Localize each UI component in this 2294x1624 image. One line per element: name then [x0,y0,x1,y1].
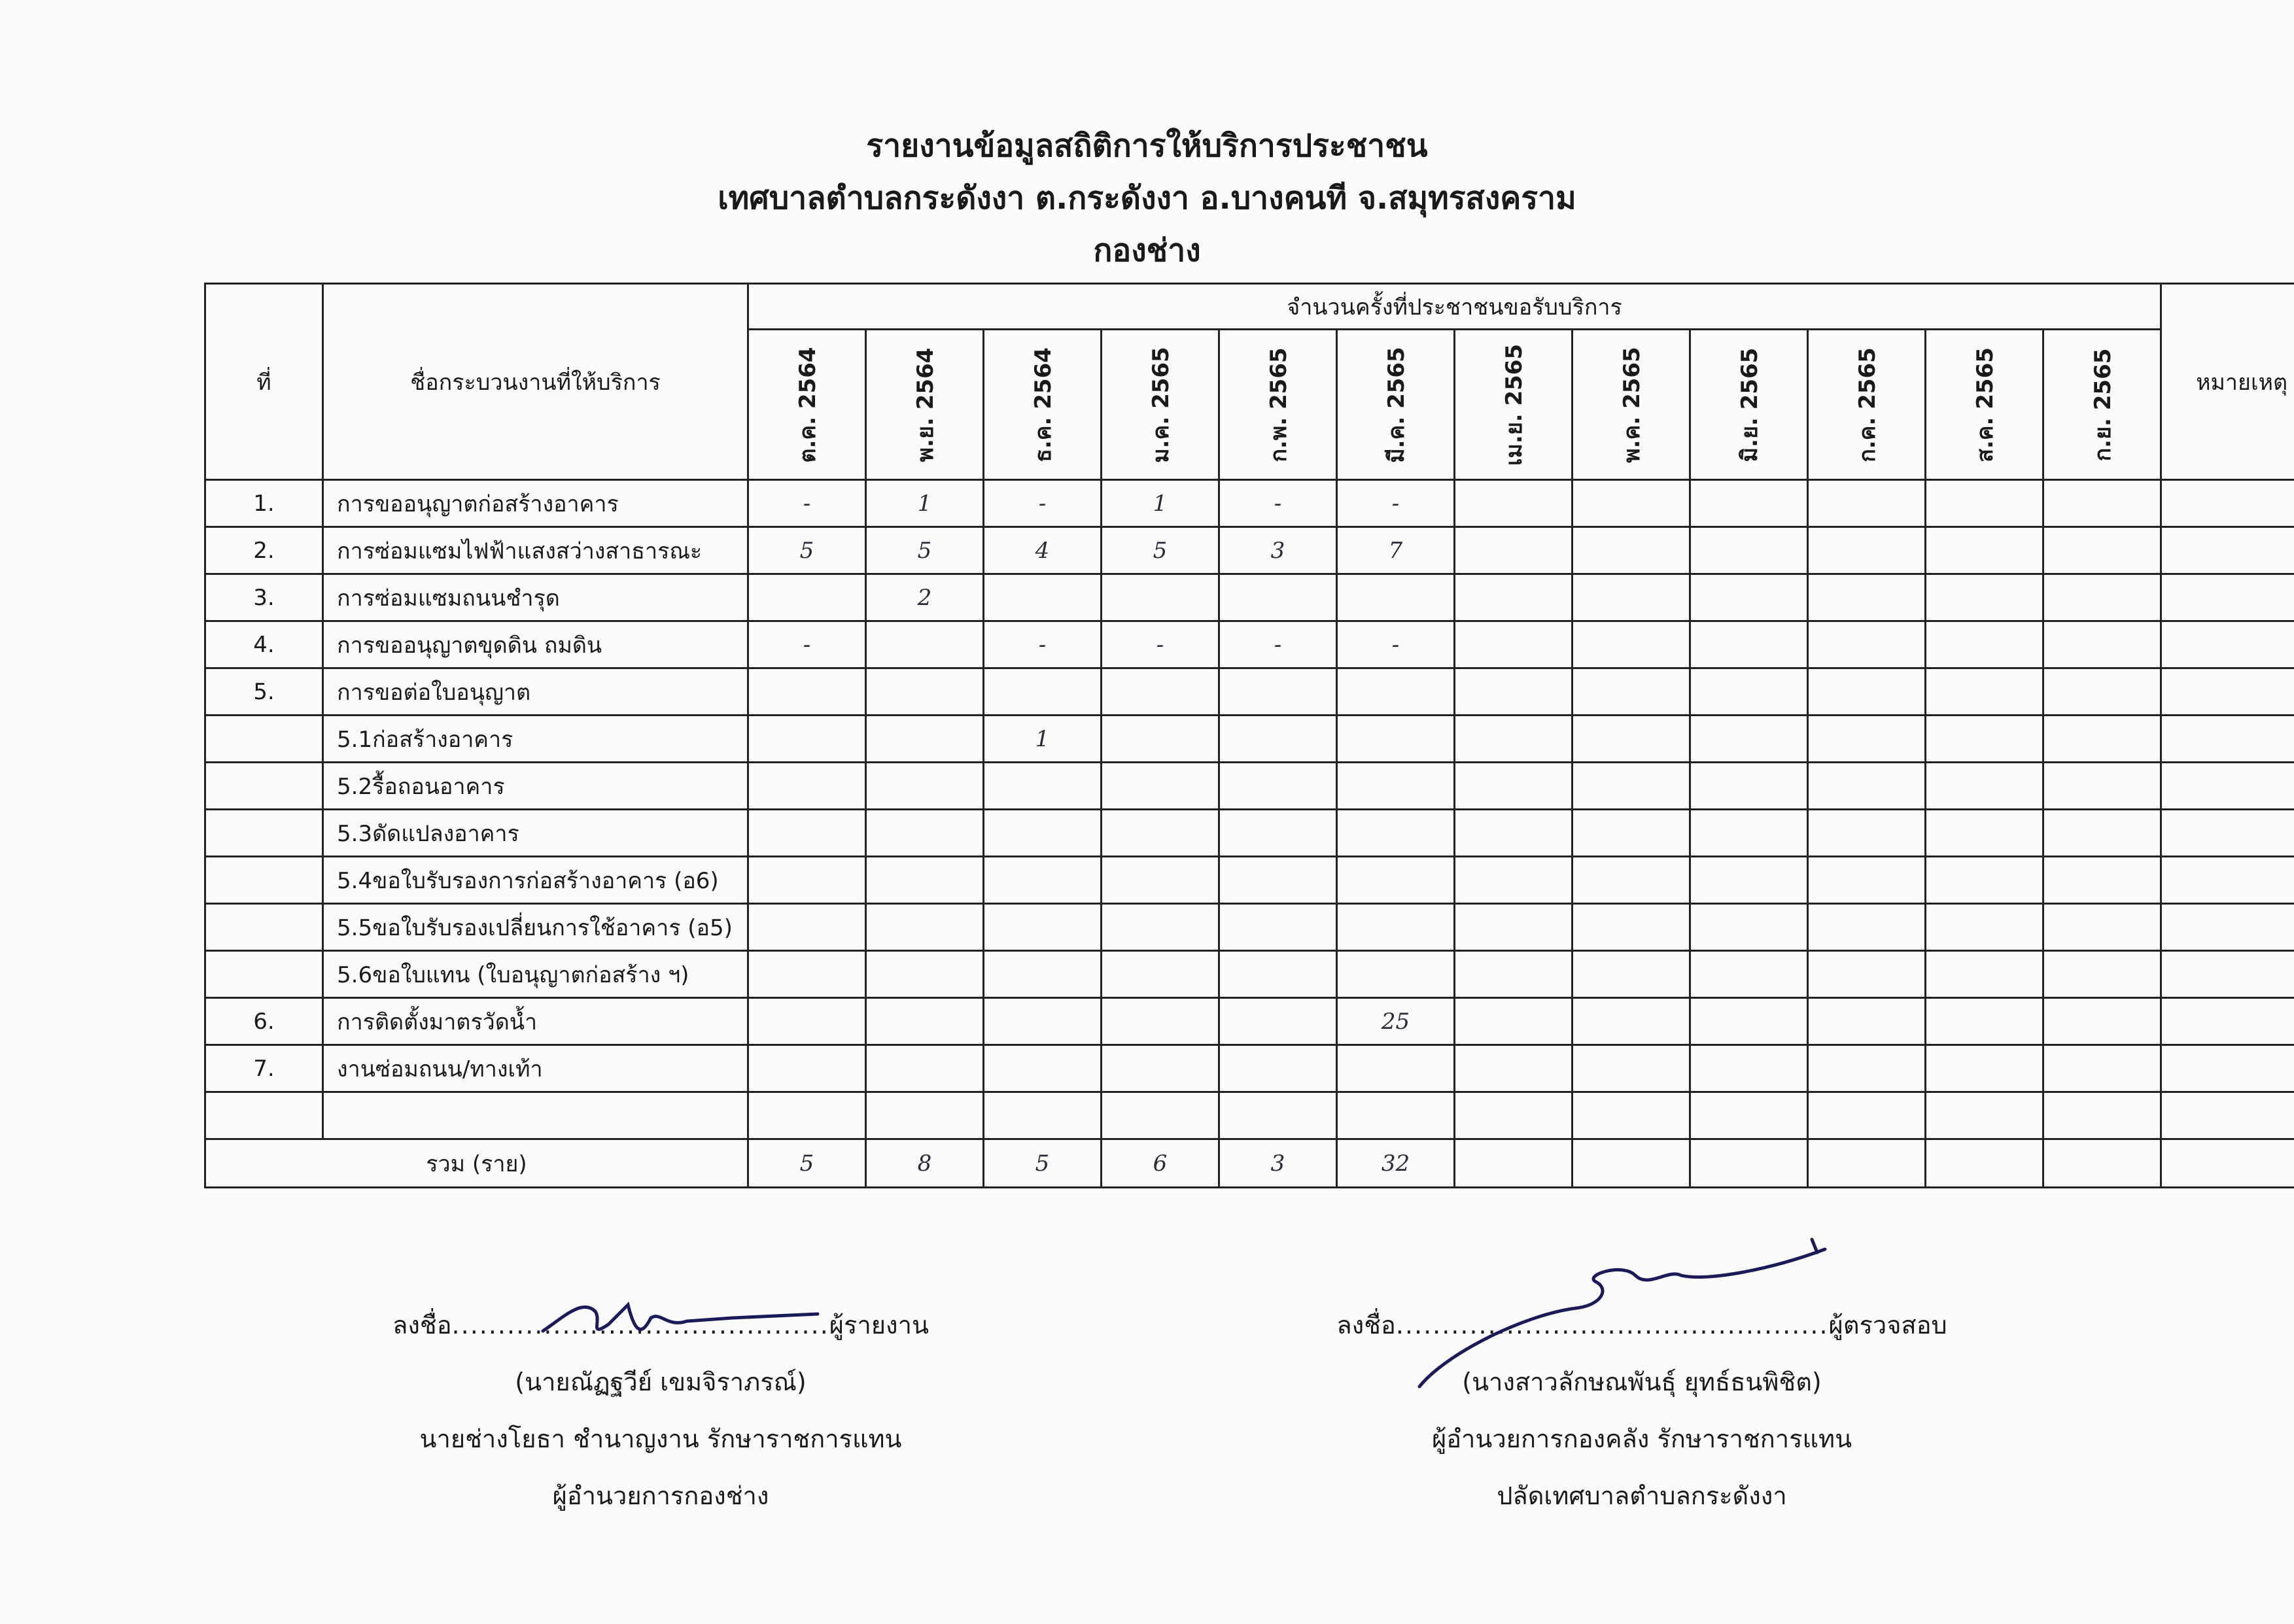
month-count-cell [2043,621,2161,668]
month-count-cell [866,716,984,763]
service-name: 5.1ก่อสร้างอาคาร [323,716,748,763]
month-count-cell [1219,668,1337,716]
month-count-cell [1219,1092,1337,1139]
month-label: ธ.ค. 2564 [1030,347,1056,462]
service-name: การขออนุญาตขุดดิน ถมดิน [323,621,748,668]
row-number [205,716,323,763]
header-month [1808,330,1926,480]
report-title: รายงานข้อมูลสถิติการให้บริการประชาชน [866,128,1428,164]
month-count-cell [1219,951,1337,998]
month-count-cell [1219,857,1337,904]
month-count-cell [1455,857,1573,904]
total-row [205,1139,2294,1188]
reviewer-name: (นางสาวลักษณพันธุ์ ยุทธ์ธนพิชิต) [1462,1368,1822,1396]
month-count-cell [2043,574,2161,621]
month-count-cell [1102,1045,1219,1092]
table-row [205,527,2294,574]
month-count-cell [1808,951,1926,998]
row-number [205,810,323,857]
table-row [205,998,2294,1045]
table-row [205,904,2294,951]
total-label: รวม (ราย) [205,1139,748,1188]
month-count-cell [1573,668,1690,716]
service-name: 5.5ขอใบรับรองเปลี่ยนการใช้อาคาร (อ5) [323,904,748,951]
month-total-cell [1808,1139,1926,1188]
month-count-cell [1808,668,1926,716]
reviewer-handwritten-signature [1406,1236,1838,1406]
month-count-cell [1808,527,1926,574]
month-count-cell: 25 [1337,998,1455,1045]
header-month [2043,330,2161,480]
remark-cell [2161,1139,2294,1188]
month-count-cell [2043,1092,2161,1139]
month-count-cell [1573,480,1690,527]
month-count-cell [1690,621,1808,668]
month-count-cell [866,951,984,998]
header-month [1573,330,1690,480]
table-row [205,951,2294,998]
month-count-cell [1926,951,2043,998]
month-count-cell [1455,527,1573,574]
header-month [984,330,1102,480]
month-count-cell [1102,857,1219,904]
remark-cell [2161,480,2294,527]
header-month [1690,330,1808,480]
month-label: พ.ย. 2564 [912,347,939,462]
service-name: การติดตั้งมาตรวัดน้ำ [323,998,748,1045]
division-title: กองช่าง [1093,232,1201,269]
remark-cell [2161,1045,2294,1092]
month-total-cell: 6 [1102,1139,1219,1188]
month-count-cell [1455,810,1573,857]
month-count-cell [1455,763,1573,810]
month-count-cell [1337,904,1455,951]
sign-label: ลงชื่อ [1336,1311,1396,1339]
month-count-cell [2043,998,2161,1045]
month-count-cell [2043,763,2161,810]
month-count-cell [1455,951,1573,998]
table-row [205,574,2294,621]
month-count-cell [748,810,866,857]
month-count-cell [748,1045,866,1092]
statistics-table [204,283,2294,1188]
month-count-cell [1455,1092,1573,1139]
month-count-cell [1337,716,1455,763]
month-count-cell [1219,574,1337,621]
month-count-cell [1808,1045,1926,1092]
month-count-cell: - [748,480,866,527]
organization-title: เทศบาลตำบลกระดังงา ต.กระดังงา อ.บางคนที จ.สมุทรสงคราม [718,180,1576,216]
month-count-cell [748,716,866,763]
month-count-cell [1455,480,1573,527]
month-count-cell: - [984,480,1102,527]
service-name [323,1092,748,1139]
month-count-cell [1808,763,1926,810]
month-count-cell [1219,716,1337,763]
month-count-cell [1926,668,2043,716]
month-count-cell [866,621,984,668]
month-total-cell [1573,1139,1690,1188]
month-count-cell [1102,998,1219,1045]
month-count-cell [748,951,866,998]
month-count-cell [1573,1092,1690,1139]
month-count-cell [1690,1045,1808,1092]
month-count-cell [984,668,1102,716]
header-month [1926,330,2043,480]
header-month [1337,330,1455,480]
row-number [205,951,323,998]
month-count-cell [1926,574,2043,621]
month-count-cell [866,1092,984,1139]
month-count-cell [1926,857,2043,904]
month-count-cell [1337,668,1455,716]
month-count-cell [1337,951,1455,998]
month-count-cell: - [1219,480,1337,527]
month-count-cell: 1 [984,716,1102,763]
table-row [205,1092,2294,1139]
month-count-cell [866,904,984,951]
table-row [205,621,2294,668]
month-count-cell [1102,574,1219,621]
month-count-cell: 3 [1219,527,1337,574]
month-count-cell [748,574,866,621]
month-count-cell [1573,904,1690,951]
month-count-cell [1690,716,1808,763]
month-count-cell [1690,527,1808,574]
table-row [205,763,2294,810]
month-count-cell [866,857,984,904]
row-number [205,904,323,951]
month-count-cell [984,904,1102,951]
row-number: 4. [205,621,323,668]
month-count-cell [984,810,1102,857]
remark-cell [2161,810,2294,857]
month-count-cell [1808,716,1926,763]
month-count-cell [1926,480,2043,527]
month-count-cell: 7 [1337,527,1455,574]
month-label: เม.ย. 2565 [1501,343,1527,466]
month-count-cell: - [1337,621,1455,668]
month-count-cell [1926,904,2043,951]
month-count-cell [2043,480,2161,527]
remark-cell [2161,1092,2294,1139]
month-count-cell [1102,763,1219,810]
month-count-cell [1337,810,1455,857]
month-count-cell [2043,1045,2161,1092]
month-count-cell [1808,904,1926,951]
reporter-name: (นายณัฏฐวีย์ เขมจิราภรณ์) [515,1368,807,1396]
month-count-cell [1808,998,1926,1045]
month-count-cell [1573,998,1690,1045]
month-count-cell [984,951,1102,998]
table-row [205,1045,2294,1092]
month-count-cell [1573,621,1690,668]
month-count-cell [1573,951,1690,998]
month-count-cell [2043,857,2161,904]
table-row [205,810,2294,857]
month-count-cell [1926,621,2043,668]
month-count-cell [1455,904,1573,951]
month-count-cell [984,1092,1102,1139]
month-count-cell [2043,951,2161,998]
row-number [205,857,323,904]
row-number: 7. [205,1045,323,1092]
remark-cell [2161,668,2294,716]
month-count-cell [866,998,984,1045]
month-count-cell [1573,857,1690,904]
month-count-cell: 4 [984,527,1102,574]
month-count-cell [1926,527,2043,574]
reporter-position: นายช่างโยธา ชำนาญงาน รักษาราชการแทน [419,1425,902,1453]
month-count-cell [748,1092,866,1139]
month-count-cell [1455,1045,1573,1092]
remark-cell [2161,527,2294,574]
month-count-cell [1690,951,1808,998]
month-count-cell [1219,998,1337,1045]
month-count-cell [1102,951,1219,998]
month-count-cell [1926,763,2043,810]
month-count-cell [866,810,984,857]
month-count-cell [866,668,984,716]
reviewer-position: ผู้อำนวยการกองคลัง รักษาราชการแทน [1431,1425,1852,1453]
service-name: การขอต่อใบอนุญาต [323,668,748,716]
month-total-cell [1455,1139,1573,1188]
month-count-cell [748,668,866,716]
header-request-count: จำนวนครั้งที่ประชาชนขอรับบริการ [748,284,2161,330]
month-total-cell [1926,1139,2043,1188]
header-no: ที่ [205,284,323,480]
month-count-cell [2043,527,2161,574]
month-total-cell: 5 [748,1139,866,1188]
month-count-cell [748,904,866,951]
month-count-cell [1926,1092,2043,1139]
header-month [1102,330,1219,480]
header-month [1219,330,1337,480]
header-month [748,330,866,480]
month-count-cell [1573,716,1690,763]
month-count-cell [1455,668,1573,716]
month-count-cell [1808,621,1926,668]
header-month [1455,330,1573,480]
month-label: มี.ค. 2565 [1383,346,1410,463]
month-count-cell [748,857,866,904]
service-name: งานซ่อมถนน/ทางเท้า [323,1045,748,1092]
month-count-cell [1808,1092,1926,1139]
month-label: ม.ค. 2565 [1147,346,1174,463]
month-count-cell [1219,810,1337,857]
month-label: ส.ค. 2565 [1972,347,1998,462]
month-count-cell [1690,1092,1808,1139]
month-count-cell [2043,810,2161,857]
month-label: มิ.ย. 2565 [1736,347,1763,462]
month-count-cell [1690,574,1808,621]
month-count-cell: 5 [866,527,984,574]
month-count-cell [1808,810,1926,857]
remark-cell [2161,716,2294,763]
month-count-cell: 1 [1102,480,1219,527]
remark-cell [2161,998,2294,1045]
service-name: 5.4ขอใบรับรองการก่อสร้างอาคาร (อ6) [323,857,748,904]
service-name: การซ่อมแซมไฟฟ้าแสงสว่างสาธารณะ [323,527,748,574]
month-count-cell [1690,857,1808,904]
month-count-cell [1455,574,1573,621]
table-row [205,857,2294,904]
sign-label: ลงชื่อ [392,1311,452,1339]
month-count-cell [984,857,1102,904]
row-number: 5. [205,668,323,716]
month-count-cell: 1 [866,480,984,527]
month-count-cell [2043,904,2161,951]
reporter-role: ผู้รายงาน [829,1311,929,1339]
month-label: ก.ย. 2565 [2089,348,2116,461]
month-count-cell [1573,574,1690,621]
reviewer-position-2: ปลัดเทศบาลตำบลกระดังงา [1497,1481,1787,1510]
month-count-cell [748,998,866,1045]
month-count-cell [1926,998,2043,1045]
month-count-cell [1219,904,1337,951]
service-name: 5.3ดัดแปลงอาคาร [323,810,748,857]
month-count-cell [1219,1045,1337,1092]
month-label: พ.ค. 2565 [1618,346,1645,463]
service-name: 5.2รื้อถอนอาคาร [323,763,748,810]
remark-cell [2161,763,2294,810]
remark-cell [2161,951,2294,998]
month-count-cell [1690,904,1808,951]
month-total-cell: 8 [866,1139,984,1188]
month-count-cell [984,1045,1102,1092]
month-count-cell [1808,574,1926,621]
month-count-cell: - [984,621,1102,668]
month-label: ต.ค. 2564 [794,346,821,463]
remark-cell [2161,857,2294,904]
row-number [205,1092,323,1139]
month-count-cell: - [1337,480,1455,527]
month-label: ก.พ. 2565 [1265,347,1292,462]
month-count-cell [866,1045,984,1092]
reviewer-role: ผู้ตรวจสอบ [1828,1311,1947,1339]
month-count-cell [1102,716,1219,763]
month-count-cell [1808,480,1926,527]
month-count-cell [1337,574,1455,621]
month-count-cell [1926,716,2043,763]
month-count-cell [1102,668,1219,716]
month-count-cell [1102,1092,1219,1139]
remark-cell [2161,574,2294,621]
remark-cell [2161,621,2294,668]
month-count-cell [866,763,984,810]
row-number: 1. [205,480,323,527]
month-count-cell [1926,810,2043,857]
month-count-cell [1573,1045,1690,1092]
service-name: 5.6ขอใบแทน (ใบอนุญาตก่อสร้าง ฯ) [323,951,748,998]
row-number: 3. [205,574,323,621]
month-count-cell [1337,857,1455,904]
service-name: การขออนุญาตก่อสร้างอาคาร [323,480,748,527]
month-count-cell: 5 [1102,527,1219,574]
month-count-cell [1337,763,1455,810]
month-count-cell [1102,904,1219,951]
month-total-cell: 3 [1219,1139,1337,1188]
row-number [205,763,323,810]
reporter-handwritten-signature [536,1292,824,1351]
remark-cell [2161,904,2294,951]
header-month [866,330,984,480]
month-count-cell [984,998,1102,1045]
month-count-cell [1926,1045,2043,1092]
table-row [205,480,2294,527]
reporter-position-2: ผู้อำนวยการกองช่าง [552,1481,769,1510]
month-count-cell [2043,716,2161,763]
month-count-cell [1690,763,1808,810]
month-count-cell: - [748,621,866,668]
month-count-cell [984,574,1102,621]
month-count-cell [1455,716,1573,763]
month-count-cell [1219,763,1337,810]
month-count-cell [1690,810,1808,857]
month-count-cell [1690,668,1808,716]
month-label: ก.ค. 2565 [1854,347,1881,462]
month-count-cell [2043,668,2161,716]
month-count-cell [1455,621,1573,668]
month-count-cell [1455,998,1573,1045]
month-count-cell [1102,810,1219,857]
table-row [205,716,2294,763]
header-remark: หมายเหตุ [2161,284,2294,480]
month-count-cell [1573,810,1690,857]
month-count-cell [1690,998,1808,1045]
row-number: 6. [205,998,323,1045]
reporter-signature-block: ลงชื่อ.........................................ผู้รายงาน (นายณัฏฐวีย์ เขมจิราภรณ์) นายช่างโยธา ชำนาญงาน รักษาราชการแทน ผู้อำนวยการกองช่าง [366,1305,955,1515]
month-count-cell [1573,527,1690,574]
table-row [205,668,2294,716]
month-count-cell: - [1102,621,1219,668]
month-count-cell: - [1219,621,1337,668]
header-service-name: ชื่อกระบวนงานที่ให้บริการ [323,284,748,480]
month-total-cell [2043,1139,2161,1188]
month-count-cell: 5 [748,527,866,574]
reviewer-signature-block: ลงชื่อ...............................................ผู้ตรวจสอบ (นางสาวลักษณพันธุ์ ยุทธ์ธนพิชิต) ผู้อำนวยการกองคลัง รักษาราชการแทน ปลัดเทศบาลตำบลกระดังงา [1328,1305,1956,1515]
month-count-cell [1690,480,1808,527]
month-count-cell [1337,1092,1455,1139]
month-count-cell [1337,1045,1455,1092]
month-count-cell [1808,857,1926,904]
month-count-cell [984,763,1102,810]
row-number: 2. [205,527,323,574]
month-total-cell [1690,1139,1808,1188]
month-total-cell: 5 [984,1139,1102,1188]
month-count-cell [1573,763,1690,810]
month-count-cell [748,763,866,810]
month-total-cell: 32 [1337,1139,1455,1188]
month-count-cell: 2 [866,574,984,621]
service-name: การซ่อมแซมถนนชำรุด [323,574,748,621]
